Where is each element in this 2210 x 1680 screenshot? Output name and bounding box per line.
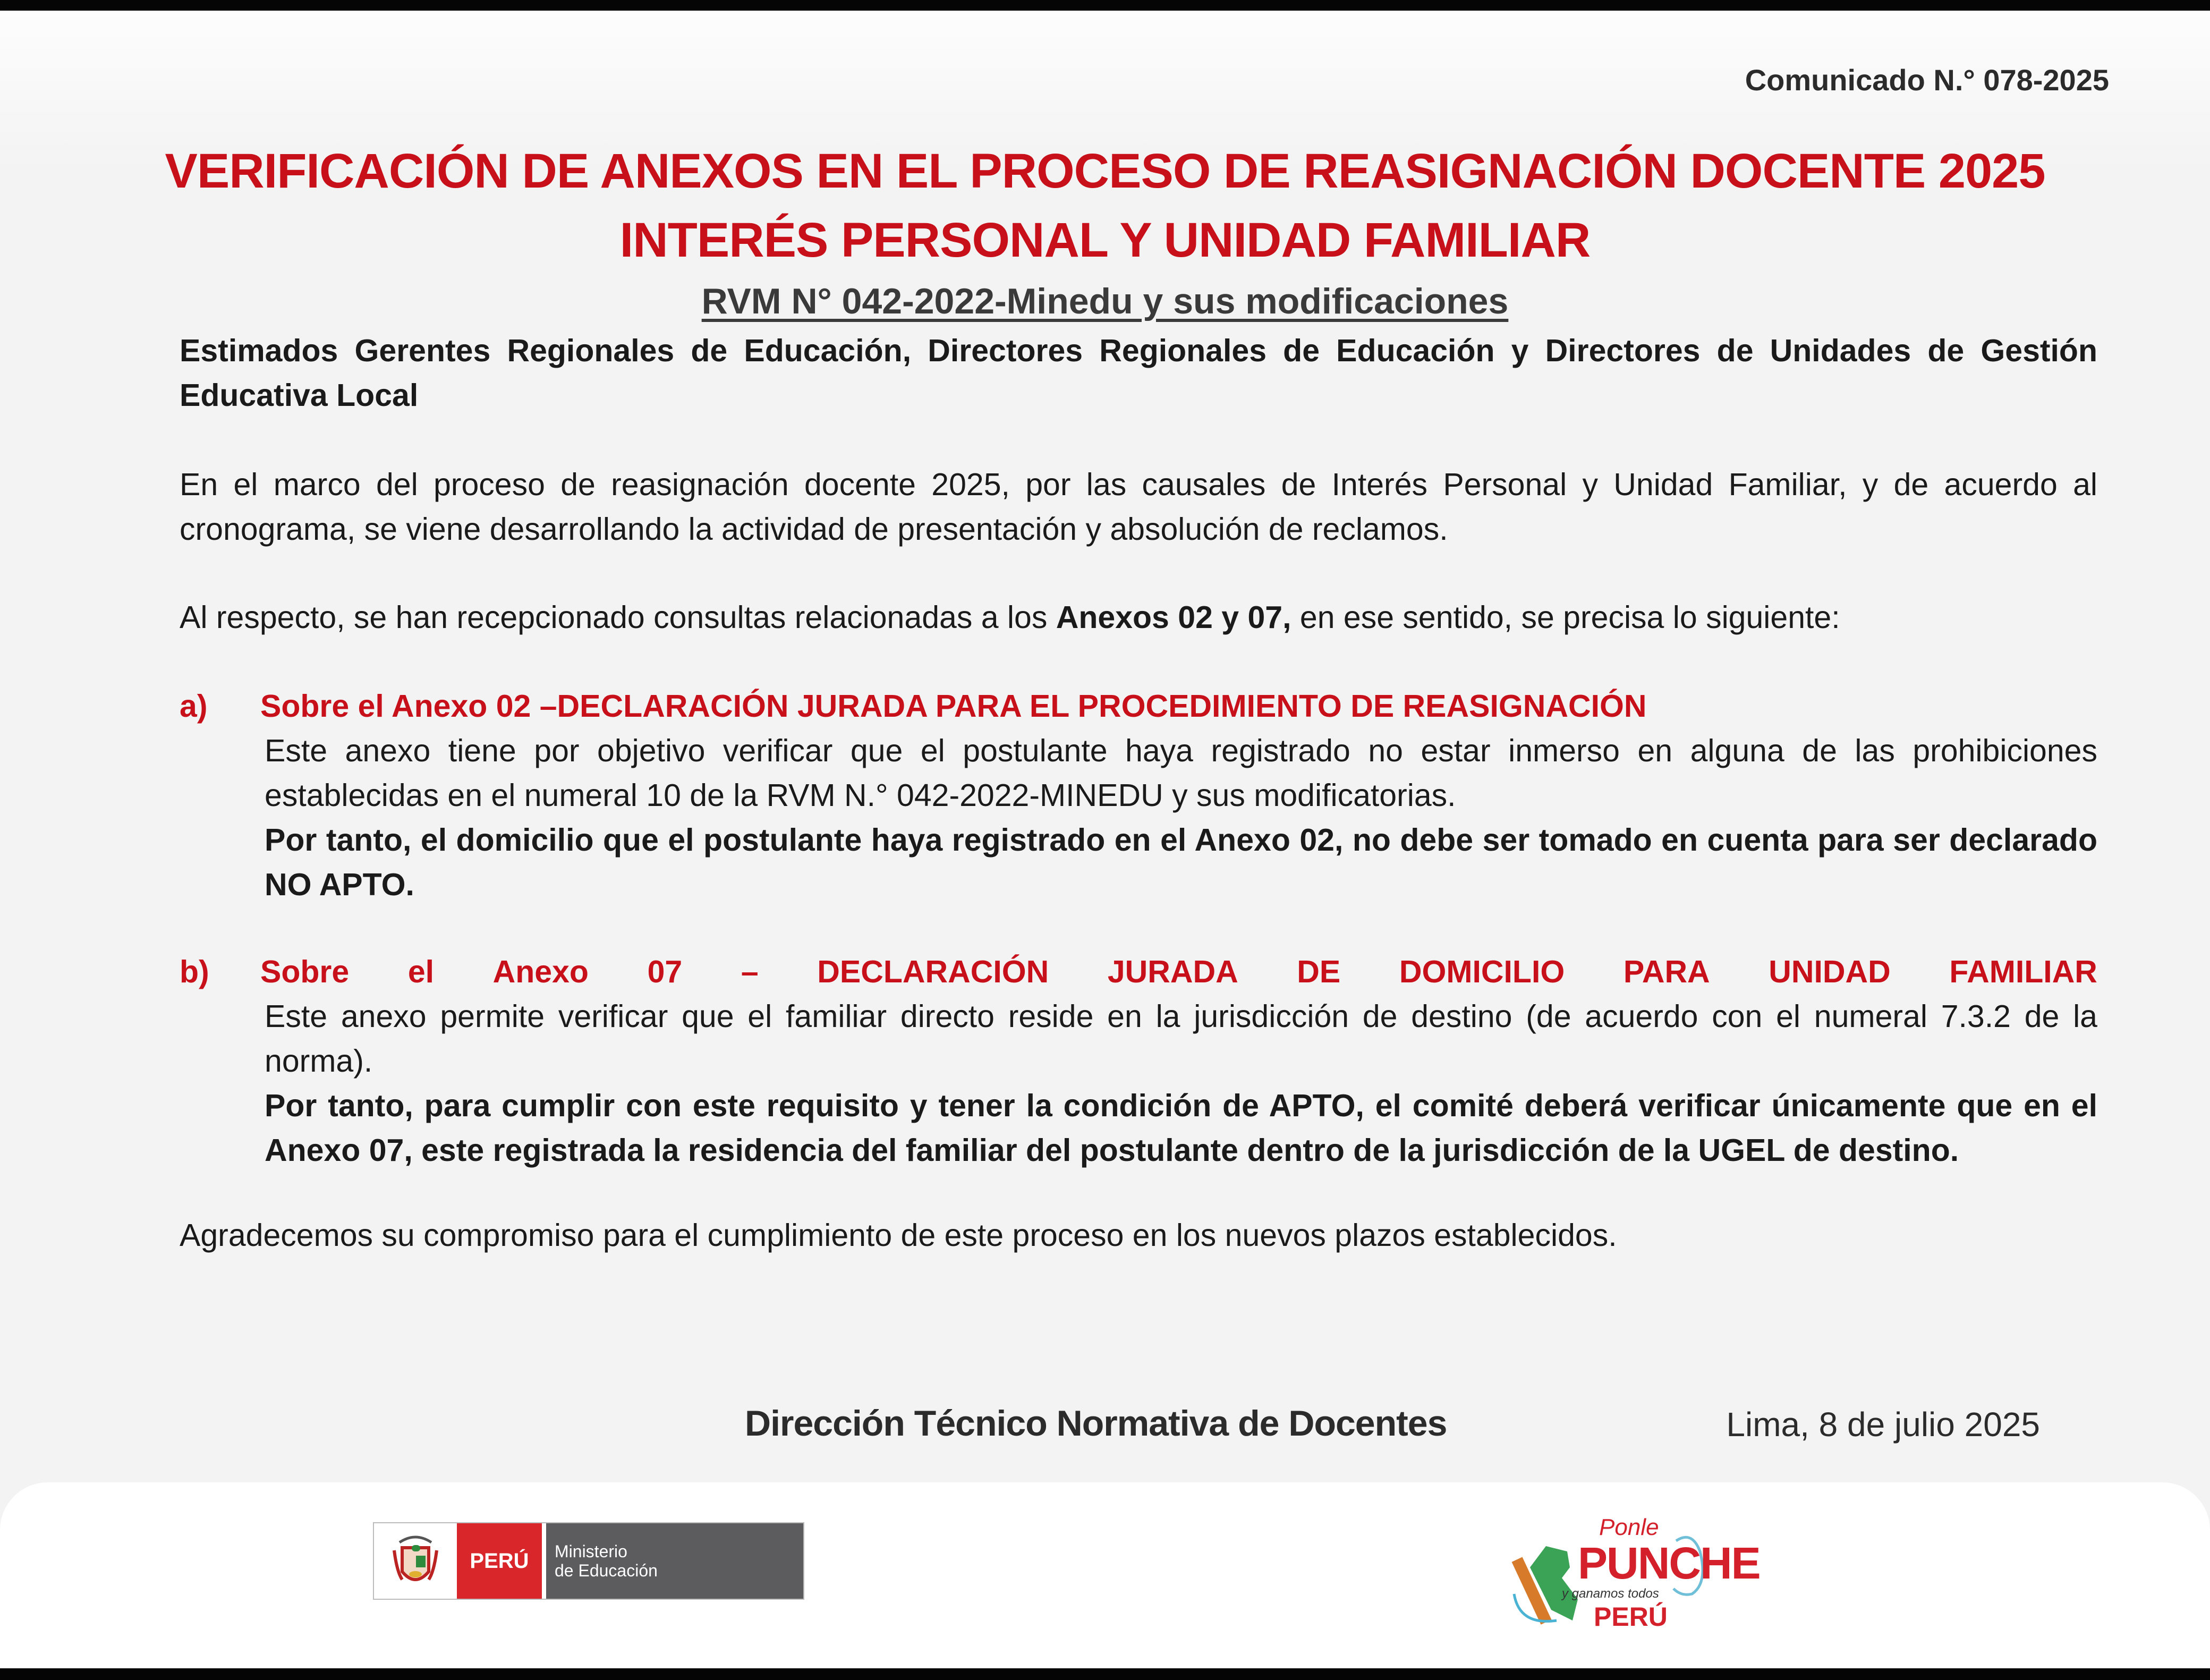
ministry-label (546, 1523, 803, 1599)
heading-word: DECLARACIÓN (817, 954, 1049, 989)
peru-map-arm-icon (1509, 1535, 1588, 1631)
respect-paragraph (180, 595, 2097, 640)
heading-word: JURADA (1107, 954, 1238, 989)
heading-word: PARA (1623, 954, 1710, 989)
campaign-tagline: y ganamos todos (1562, 1586, 1659, 1601)
heading-word: el (407, 954, 435, 989)
item-text: Este anexo tiene por objetivo verificar que el postulante haya registrado no estar inmerso en alguna de las prohibiciones establecidas en el numeral 10 de la RVM N.° 042-2022-MINEDU y sus modificatorias. (265, 733, 2097, 813)
item-bold-text: Por tanto, el domicilio que el postulante haya registrado en el Anexo 02, no debe ser tomado en cuenta para ser declarado NO APTO. (265, 822, 2097, 902)
ministry-line-2: de Educación (555, 1561, 658, 1580)
item-heading (260, 949, 2097, 994)
respect-text-after: en ese sentido, se precisa lo siguiente: (1291, 600, 1840, 635)
signing-office: Dirección Técnico Normativa de Docentes (745, 1403, 1447, 1444)
addressees: Estimados Gerentes Regionales de Educación, Directores Regionales de Educación y Directores de Unidades de Gestión Educativa Local (180, 333, 2097, 413)
campaign-line-1: Ponle (1599, 1514, 1659, 1540)
footer (0, 1482, 2210, 1668)
ponle-punche-logo (1509, 1514, 1760, 1636)
closing-paragraph: Agradecemos su compromiso para el cumplimiento de este proceso en los nuevos plazos establecidos. (180, 1218, 1617, 1253)
heading-word: DE (1297, 954, 1341, 989)
top-black-bar (0, 0, 2210, 11)
item-heading: Sobre el Anexo 02 –DECLARACIÓN JURADA PARA EL PROCEDIMIENTO DE REASIGNACIÓN (260, 689, 1647, 724)
heading-word: DOMICILIO (1399, 954, 1565, 989)
item-text: Este anexo permite verificar que el familiar directo reside en la jurisdicción de destino (de acuerdo con el numeral 7.3.2 de la norma). (265, 999, 2097, 1079)
heading-word: Sobre (260, 954, 350, 989)
document-title-line-1: VERIFICACIÓN DE ANEXOS EN EL PROCESO DE REASIGNACIÓN DOCENTE 2025 (165, 144, 2045, 198)
respect-text-before: Al respecto, se han recepcionado consultas relacionadas a los (180, 600, 1056, 635)
heading-word: UNIDAD (1769, 954, 1891, 989)
item-marker: a) (180, 689, 208, 724)
coat-of-arms-icon (374, 1523, 457, 1599)
campaign-line-3: PERÚ (1594, 1602, 1668, 1632)
heading-word: FAMILIAR (1949, 954, 2097, 989)
intro-paragraph: En el marco del proceso de reasignación docente 2025, por las causales de Interés Personal y Unidad Familiar, y de acuerdo al cronograma, se viene desarrollando la actividad de presentación y absolución de reclamos. (180, 467, 2097, 547)
communique-number: Comunicado N.° 078-2025 (1745, 63, 2109, 97)
subtitle-text: RVM N° 042-2022-Minedu y sus modificaciones (701, 281, 1509, 321)
peru-label: PERÚ (457, 1523, 542, 1599)
document-subtitle (0, 281, 2210, 322)
respect-text-bold: Anexos 02 y 07, (1056, 600, 1291, 635)
ministry-line-1: Ministerio (555, 1542, 627, 1561)
item-marker: b) (180, 954, 209, 989)
document-title-line-2: INTERÉS PERSONAL Y UNIDAD FAMILIAR (619, 213, 1591, 267)
heading-word: Anexo (492, 954, 589, 989)
heading-word: – (741, 954, 759, 989)
bottom-black-bar (0, 1668, 2210, 1680)
logo-separator (542, 1523, 546, 1599)
heading-word: 07 (647, 954, 683, 989)
item-bold-text: Por tanto, para cumplir con este requisito y tener la condición de APTO, el comité deberá verificar únicamente que en el Anexo 07, este registrada la residencia del familiar del postulante dentro de la jurisdicción de la UGEL de destino. (265, 1088, 2097, 1168)
minedu-logo (373, 1522, 804, 1600)
campaign-line-2: PUNCHE (1578, 1538, 1760, 1588)
place-and-date: Lima, 8 de julio 2025 (1726, 1405, 2040, 1444)
